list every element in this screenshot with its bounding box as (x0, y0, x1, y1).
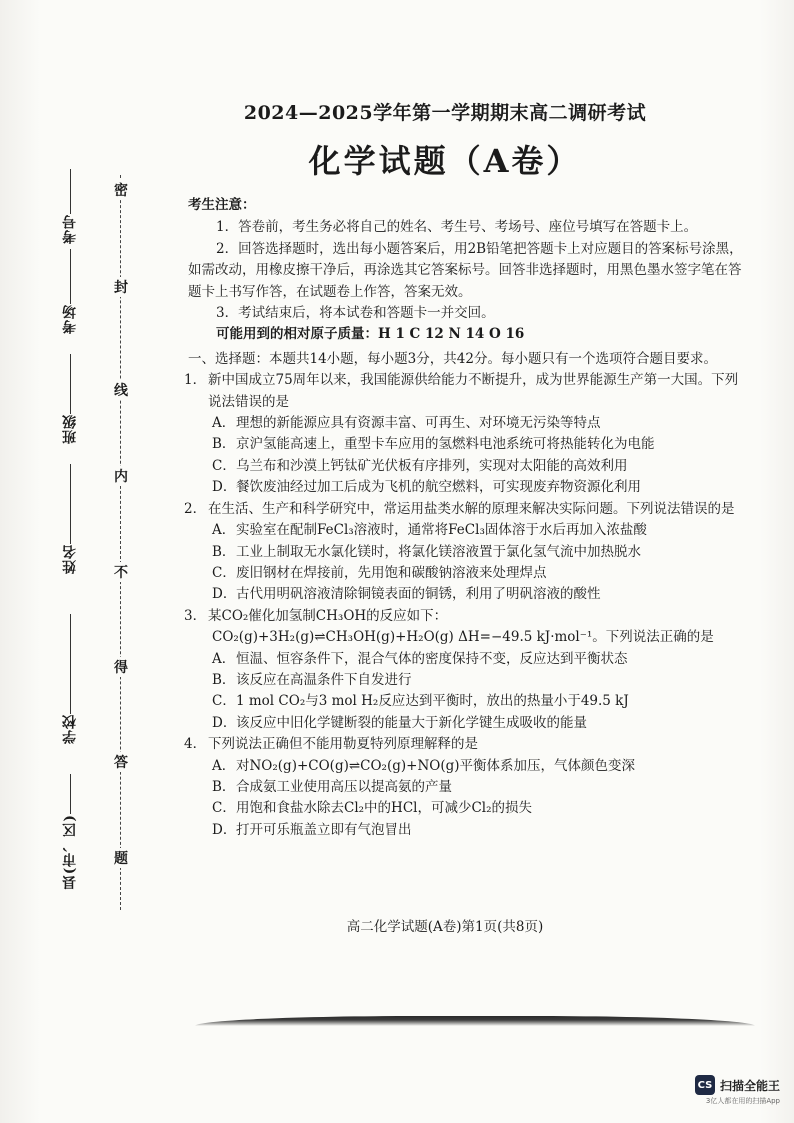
option-key: A． (212, 757, 236, 774)
margin-field-class[interactable] (58, 350, 82, 444)
option-c[interactable] (188, 798, 748, 819)
margin-label-county: 县(市、区) (62, 814, 78, 890)
notice-item-2: 2．回答选择题时，选出每小题答案后，用2B铅笔把答题卡上对应题目的答案标号涂黑，如需改动，用橡皮擦干净后，再涂选其它答案标号。回答非选择题时，用黑色墨水签字笔在答题卡上书写作答，在试题卷上作答，答案无效。 (188, 240, 743, 300)
question-2 (184, 499, 748, 606)
watermark-tagline: 3亿人都在用的扫描App (705, 1097, 780, 1105)
exam-content (184, 195, 748, 841)
option-text: 废旧钢材在焊接前，先用饱和碳酸钠溶液来处理焊点 (236, 564, 547, 581)
option-key: B． (212, 778, 236, 795)
scanner-watermark (695, 1075, 780, 1106)
notice-item-3: 3．考试结束后，将本试卷和答题卡一并交回。 (216, 305, 495, 322)
exam-title: 2024—2025学年第一学期期末高二调研考试 (243, 102, 647, 124)
option-b[interactable] (188, 542, 748, 563)
option-text: 1 mol CO₂与3 mol H₂反应达到平衡时，放出的热量小于49.5 kJ (236, 693, 629, 710)
question-number: 3． (184, 607, 207, 624)
option-d[interactable] (188, 477, 748, 498)
margin-label-school: 学校 (62, 714, 78, 744)
margin-label-exam-number: 考号 (62, 214, 78, 244)
margin-field-school[interactable] (58, 610, 82, 744)
option-text: 京沪氢能高速上，重型卡车应用的氢燃料电池系统可将热能转化为电能 (236, 436, 655, 453)
notice-item-1: 1．答卷前，考生务必将自己的姓名、考生号、考场号、座位号填写在答题卡上。 (216, 219, 698, 236)
question-number: 4． (184, 736, 207, 753)
seal-char-feng: 封 (112, 277, 130, 297)
margin-label-exam-room: 考场 (62, 304, 78, 334)
option-text: 古代用明矾溶液清除铜镜表面的铜锈，利用了明矾溶液的酸性 (236, 586, 601, 603)
question-3 (184, 606, 748, 734)
option-text: 理想的新能源应具有资源丰富、可再生、对环境无污染等特点 (236, 415, 601, 432)
atomic-masses: 可能用到的相对原子质量：H 1 C 12 N 14 O 16 (216, 326, 525, 343)
option-text: 对NO₂(g)+CO(g)⇌CO₂(g)+NO(g)平衡体系加压，气体颜色变深 (236, 757, 636, 774)
section-heading: 一、选择题：本题共14小题，每小题3分，共42分。每小题只有一个选项符合题目要求。 (188, 350, 717, 367)
question-stem: 下列说法正确但不能用勒夏特列原理解释的是 (208, 736, 478, 753)
notice-title: 考生注意： (188, 197, 256, 213)
question-stem: 新中国成立75周年以来，我国能源供给能力不断提升，成为世界能源生产第一大国。下列说法错误的是 (208, 372, 739, 410)
option-key: C． (212, 800, 236, 817)
question-number: 1． (184, 372, 207, 389)
option-a[interactable] (188, 520, 748, 541)
seal-char-bu: 不 (112, 562, 130, 582)
option-key: C． (212, 693, 236, 710)
option-d[interactable] (188, 713, 748, 734)
option-key: D． (212, 586, 237, 603)
margin-field-exam-room[interactable] (58, 245, 82, 334)
seal-char-da: 答 (112, 752, 130, 772)
seal-char-ti: 题 (112, 848, 130, 868)
watermark-name: 扫描全能王 (719, 1078, 780, 1093)
margin-label-name: 姓名 (62, 544, 78, 574)
option-d[interactable] (188, 820, 748, 841)
option-text: 合成氨工业使用高压以提高氨的产量 (236, 778, 452, 795)
option-text: 乌兰布和沙漠上钙钛矿光伏板有序排列，实现对太阳能的高效利用 (236, 457, 628, 474)
option-key: A． (212, 415, 236, 432)
option-text: 该反应在高温条件下自发进行 (236, 671, 412, 688)
option-key: A． (212, 522, 236, 539)
margin-field-name[interactable] (58, 460, 82, 574)
question-4 (184, 734, 748, 841)
option-c[interactable] (188, 691, 748, 712)
option-key: D． (212, 479, 237, 496)
option-key: A． (212, 650, 236, 667)
question-stem: 在生活、生产和科学研究中，常运用盐类水解的原理来解决实际问题。下列说法错误的是 (208, 500, 735, 517)
option-text: 用饱和食盐水除去Cl₂中的HCl，可减少Cl₂的损失 (236, 800, 533, 817)
seal-char-de: 得 (112, 657, 130, 677)
margin-field-county[interactable] (58, 770, 82, 889)
camscanner-logo-icon: CS (695, 1075, 715, 1095)
reaction-equation: CO₂(g)+3H₂(g)⇌CH₃OH(g)+H₂O(g) ΔH=−49.5 kJ·mol⁻¹。下列说法正确的是 (212, 629, 714, 646)
option-text: 工业上制取无水氯化镁时，将氯化镁溶液置于氯化氢气流中加热脱水 (236, 543, 641, 560)
option-key: D． (212, 714, 237, 731)
option-text: 打开可乐瓶盖立即有气泡冒出 (236, 821, 412, 838)
paper-edge-shadow (195, 1016, 755, 1026)
option-a[interactable] (188, 649, 748, 670)
option-a[interactable] (188, 413, 748, 434)
exam-subtitle: 化学试题（A卷） (308, 142, 582, 180)
option-key: C． (212, 457, 236, 474)
option-b[interactable] (188, 670, 748, 691)
question-1 (184, 370, 748, 498)
seal-char-mi: 密 (112, 180, 130, 200)
option-b[interactable] (188, 434, 748, 455)
option-a[interactable] (188, 756, 748, 777)
option-text: 餐饮废油经过加工后成为飞机的航空燃料，可实现废弃物资源化利用 (236, 479, 641, 496)
option-key: B． (212, 436, 236, 453)
page-footer: 高二化学试题(A卷)第1页(共8页) (346, 919, 544, 935)
option-text: 该反应中旧化学键断裂的能量大于新化学键生成吸收的能量 (236, 714, 587, 731)
option-text: 实验室在配制FeCl₃溶液时，通常将FeCl₃固体溶于水后再加入浓盐酸 (236, 522, 647, 539)
option-b[interactable] (188, 777, 748, 798)
option-c[interactable] (188, 456, 748, 477)
margin-field-exam-number[interactable] (58, 165, 82, 244)
option-d[interactable] (188, 584, 748, 605)
margin-label-class: 班级 (62, 414, 78, 444)
question-number: 2． (184, 500, 207, 517)
option-key: B． (212, 543, 236, 560)
option-key: D． (212, 821, 237, 838)
option-key: B． (212, 671, 236, 688)
seal-char-xian: 线 (112, 380, 130, 400)
question-stem: 某CO₂催化加氢制CH₃OH的反应如下： (208, 607, 448, 624)
option-text: 恒温、恒容条件下，混合气体的密度保持不变，反应达到平衡状态 (236, 650, 628, 667)
option-key: C． (212, 564, 236, 581)
seal-char-nei: 内 (112, 466, 130, 486)
option-c[interactable] (188, 563, 748, 584)
